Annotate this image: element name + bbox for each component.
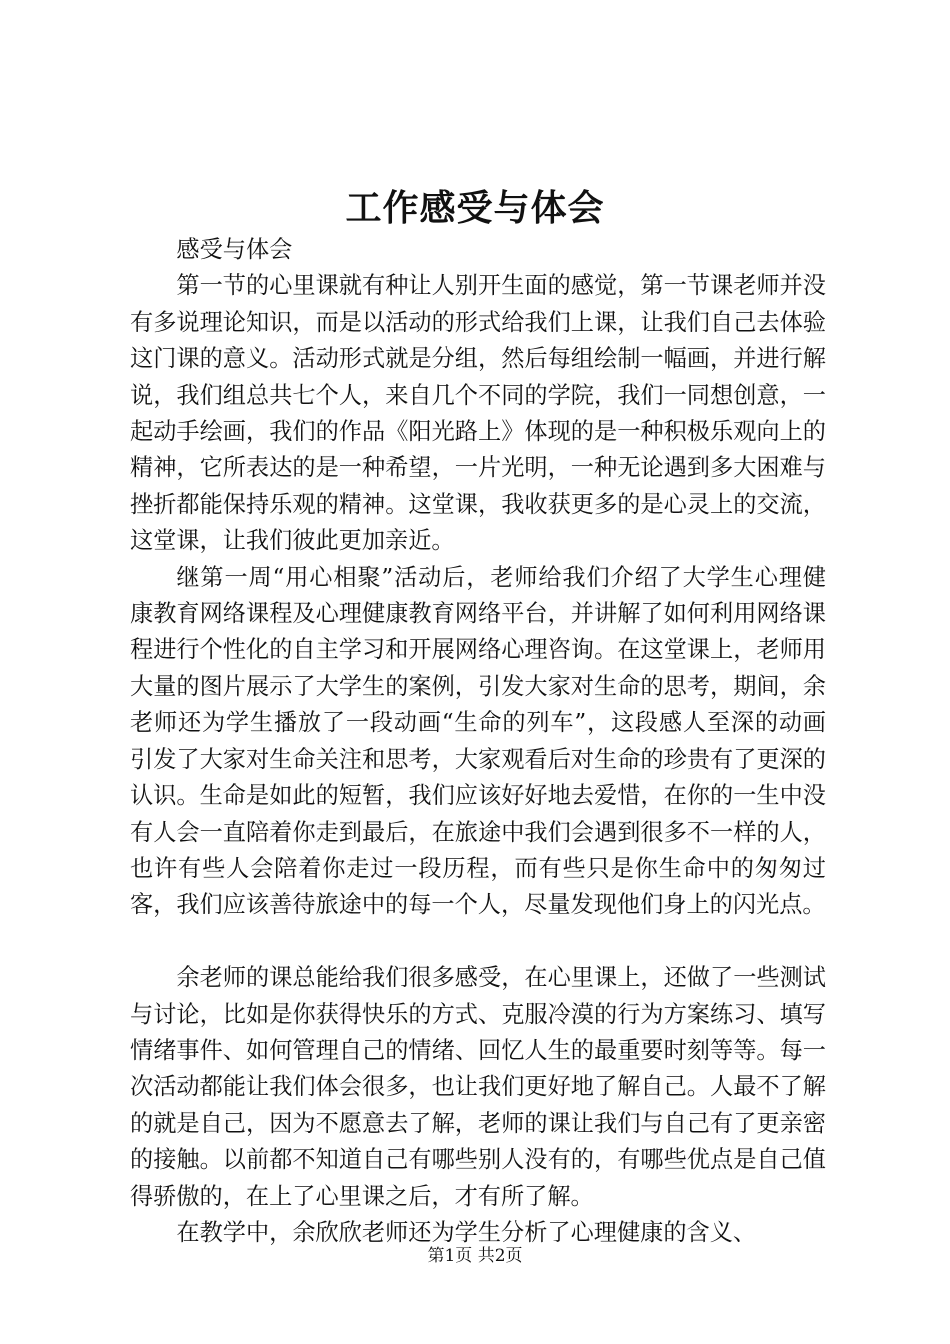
document-body <box>130 232 826 1251</box>
paragraph-4: 在教学中，余欣欣老师还为学生分析了心理健康的含义、 <box>176 1218 757 1246</box>
document-title: 工作感受与体会 <box>345 187 605 229</box>
paragraph-3: 余老师的课总能给我们很多感受，在心里课上，还做了一些测试与讨论，比如是你获得快乐的方式、克服冷漠的行为方案练习、填写情绪事件、如何管理自己的情绪、回忆人生的最重要时刻等等。每一次活动都能让我们体会很多，也让我们更好地了解自己。人最不了解的就是自己，因为不愿意去了解，老师的课让我们与自己有了更亲密的接触。以前都不知道自己有哪些别人没有的，有哪些优点是自己值得骄傲的，在上了心里课之后，才有所了解。 <box>130 964 826 1210</box>
page-footer: 第1页 共2页 <box>427 1246 523 1266</box>
paragraph-2: 继第一周“用心相聚”活动后，老师给我们介绍了大学生心理健康教育网络课程及心理健康教育网络平台，并讲解了如何利用网络课程进行个性化的自主学习和开展网络心理咨询。在这堂课上，老师用大量的图片展示了大学生的案例，引发大家对生命的思考，期间，余老师还为学生播放了一段动画“生命的列车”，这段感人至深的动画引发了大家对生命关注和思考，大家观看后对生命的珍贵有了更深的认识。生命是如此的短暂，我们应该好好地去爱惜，在你的一生中没有人会一直陪着你走到最后，在旅途中我们会遇到很多不一样的人，也许有些人会陪着你走过一段历程，而有些只是你生命中的匆匆过客，我们应该善待旅途中的每一个人，尽量发现他们身上的闪光点。 <box>130 563 826 919</box>
paragraph-subtitle: 感受与体会 <box>176 236 293 263</box>
paragraph-1: 第一节的心里课就有种让人别开生面的感觉，第一节课老师并没有多说理论知识，而是以活动的形式给我们上课，让我们自己去体验这门课的意义。活动形式就是分组，然后每组绘制一幅画，并进行解说，我们组总共七个人，来自几个不同的学院，我们一同想创意，一起动手绘画，我们的作品《阳光路上》体现的是一种积极乐观向上的精神，它所表达的是一种希望，一片光明，一种无论遇到多大困难与挫折都能保持乐观的精神。这堂课，我收获更多的是心灵上的交流，这堂课，让我们彼此更加亲近。 <box>130 272 826 555</box>
